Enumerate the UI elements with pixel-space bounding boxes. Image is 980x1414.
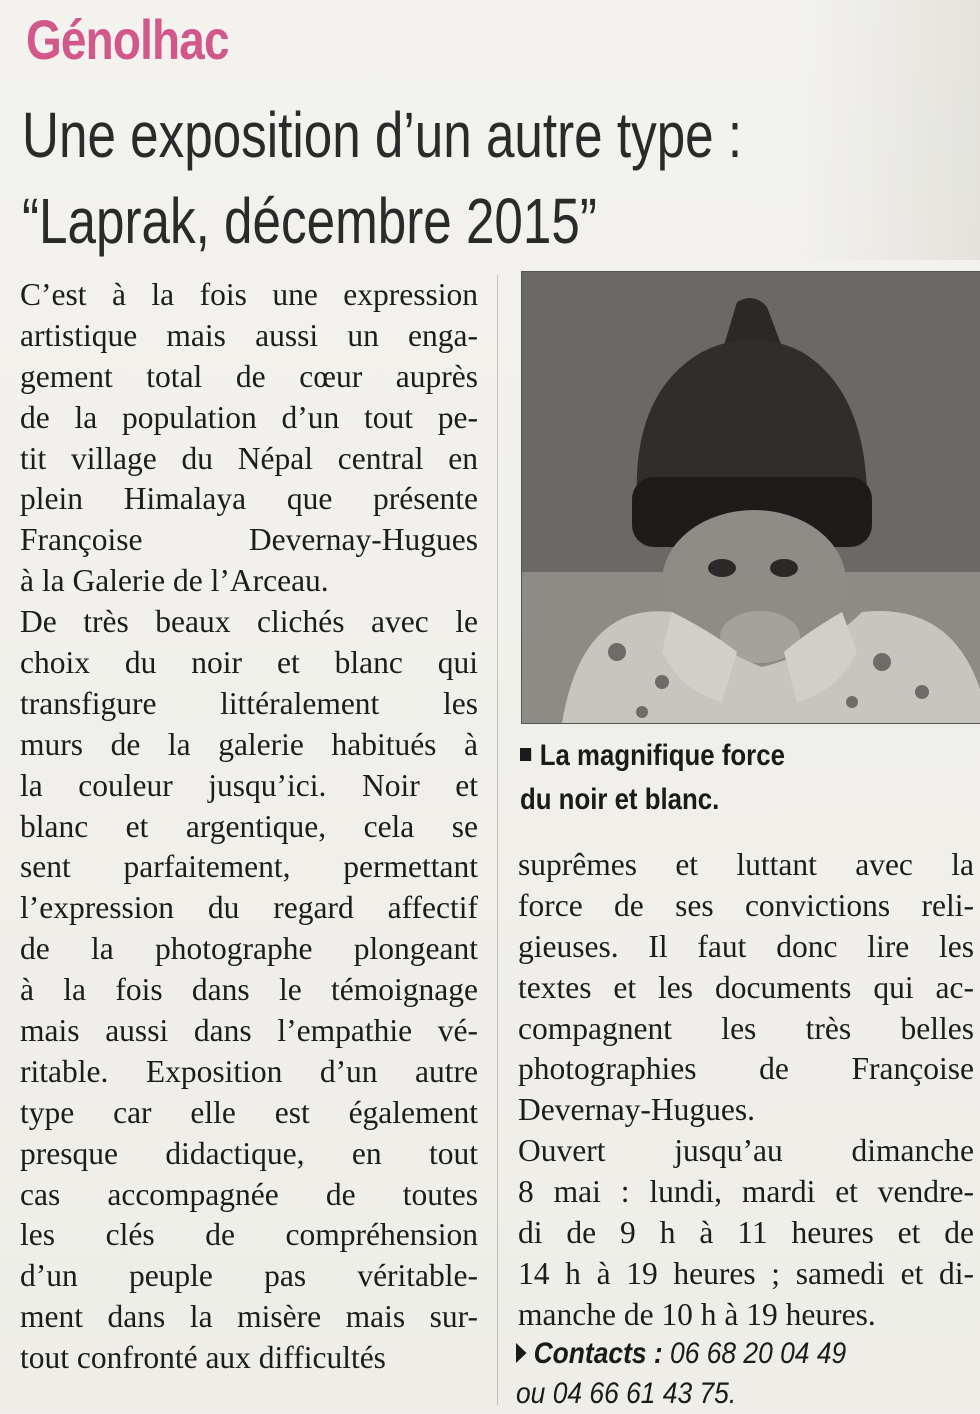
left-column-line: d’un peuple pas véritable- — [20, 1258, 478, 1294]
left-column-line: murs de la galerie habitués à — [20, 726, 478, 762]
left-column-line: type car elle est également — [20, 1094, 478, 1130]
left-column-line: de la photographe plongeant — [20, 931, 478, 967]
right-column-line: Devernay-Hugues. — [518, 1092, 756, 1128]
right-column-line: textes et les documents qui ac- — [518, 969, 974, 1005]
left-column-line: la couleur jusqu’ici. Noir et — [20, 767, 478, 803]
left-column-line: Françoise Devernay-Hugues — [20, 522, 478, 558]
contacts-block — [516, 1334, 930, 1414]
left-column-line: les clés de compréhension — [20, 1217, 478, 1253]
contacts-arrow-icon — [516, 1343, 527, 1363]
column-divider — [497, 275, 498, 1405]
left-column-line: cas accompagnée de toutes — [20, 1176, 478, 1212]
article-right-column — [518, 845, 974, 1336]
left-column-line: artistique mais aussi un enga- — [20, 317, 478, 353]
right-column-line: di de 9 h à 11 heures et de — [518, 1215, 974, 1251]
left-column-line: ritable. Exposition d’un autre — [20, 1053, 478, 1089]
photo-child-in-wool-hat — [521, 271, 980, 724]
left-column-line: à la fois dans le témoignage — [20, 972, 478, 1008]
section-title: Génolhac — [26, 8, 229, 71]
left-column-line: mais aussi dans l’empathie vé- — [20, 1013, 478, 1049]
left-column-line: presque didactique, en tout — [20, 1135, 478, 1171]
right-column-line: suprêmes et luttant avec la — [518, 847, 974, 882]
left-column-line: l’expression du regard affectif — [20, 890, 478, 926]
left-column-line: transfigure littéralement les — [20, 685, 478, 721]
left-column-line: ment dans la misère mais sur- — [20, 1299, 478, 1335]
right-column-line: compagnent les très belles — [518, 1010, 974, 1046]
left-column-line: De très beaux clichés avec le — [20, 604, 478, 640]
headline-line-2: “Laprak, décembre 2015” — [22, 185, 597, 257]
contacts-label: Contacts : — [533, 1337, 663, 1370]
right-column-line: Ouvert jusqu’au dimanche — [518, 1133, 974, 1169]
left-column-line: blanc et argentique, cela se — [20, 808, 478, 844]
right-column-line: force de ses convictions reli- — [518, 887, 974, 923]
caption-bullet-icon — [520, 748, 531, 761]
right-column-line: manche de 10 h à 19 heures. — [518, 1296, 876, 1332]
contacts-line-2: ou 04 66 61 43 75. — [516, 1377, 737, 1410]
right-column-line: gieuses. Il faut donc lire les — [518, 928, 974, 964]
left-column-line: plein Himalaya que présente — [20, 481, 478, 517]
article-left-column — [20, 275, 478, 1379]
caption-line-2: du noir et blanc. — [520, 783, 720, 816]
contacts-line-1 — [516, 1334, 930, 1374]
right-column-line: 8 mai : lundi, mardi et vendre- — [518, 1174, 974, 1210]
left-column-line: de la population d’un tout pe- — [20, 399, 478, 435]
headline — [22, 92, 822, 264]
headline-line-1: Une exposition d’un autre type : — [22, 99, 743, 171]
left-column-line: choix du noir et blanc qui — [20, 645, 478, 681]
left-column-line: gement total de cœur auprès — [20, 358, 478, 394]
left-column-line: C’est à la fois une expression — [20, 277, 478, 312]
caption-line-1: La magnifique force — [520, 734, 916, 778]
left-column-line: sent parfaitement, permettant — [20, 849, 478, 885]
left-column-line: tit village du Népal central en — [20, 440, 478, 476]
contacts-phone-1: 06 68 20 04 49 — [670, 1337, 847, 1370]
left-column-line: à la Galerie de l’Arceau. — [20, 563, 329, 599]
right-column-line: photographies de Françoise — [518, 1051, 974, 1087]
left-column-line: tout confronté aux difficultés — [20, 1340, 386, 1376]
photo-illustration — [522, 272, 980, 723]
photo-caption — [520, 734, 916, 822]
bleed-through-shadow — [800, 0, 980, 260]
right-column-line: 14 h à 19 heures ; samedi et di- — [518, 1255, 974, 1291]
